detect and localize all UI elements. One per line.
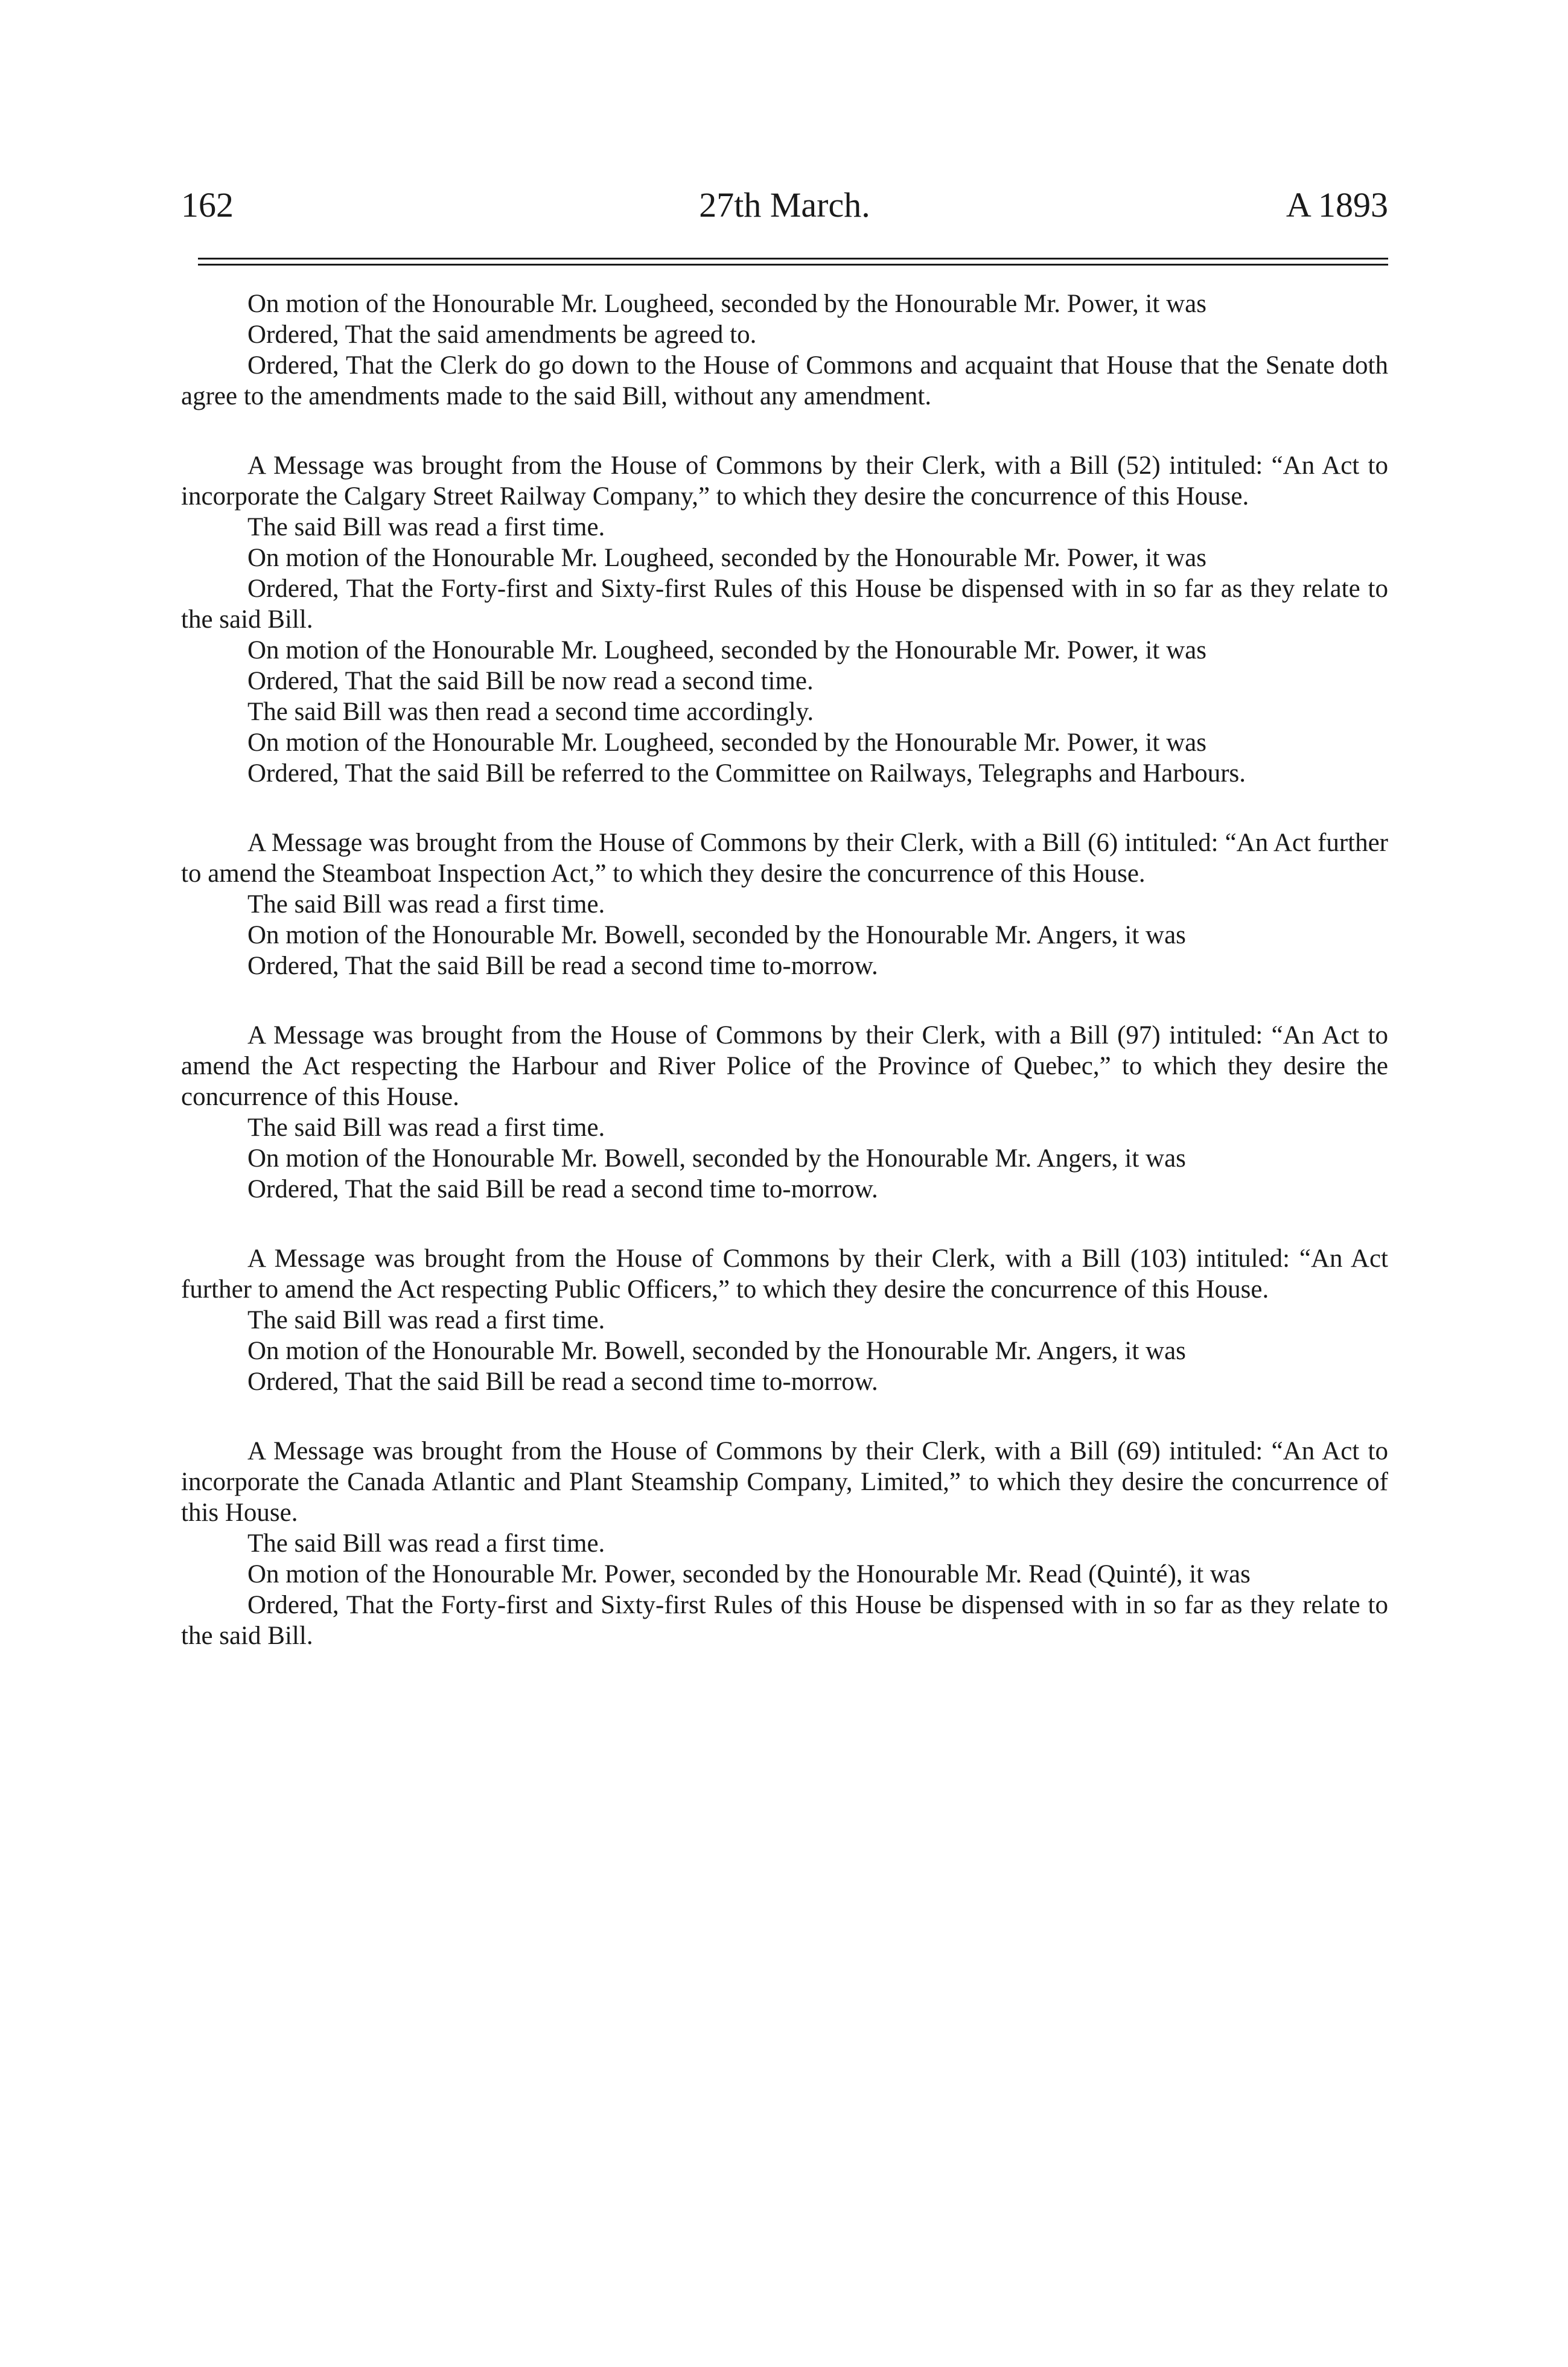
paragraph: The said Bill was read a first time. — [247, 890, 605, 919]
paragraph: The said Bill was read a first time. — [247, 1113, 605, 1142]
paragraph: Ordered, That the said Bill be read a second time to-morrow. — [247, 1175, 878, 1203]
paragraph: A Message was brought from the House of Commons by their Clerk, with a Bill (69) intituled: “An Act to incorporate the Canada Atlantic and Plant Steamship Company, Limited,” to which they desire the concurrence of this House. — [181, 1437, 1388, 1527]
paragraph: On motion of the Honourable Mr. Bowell, seconded by the Honourable Mr. Angers, it was — [247, 1144, 1186, 1173]
entry-bill-52 — [181, 450, 1388, 789]
paragraph: On motion of the Honourable Mr. Bowell, seconded by the Honourable Mr. Angers, it was — [247, 921, 1186, 949]
paragraph: A Message was brought from the House of Commons by their Clerk, with a Bill (52) intituled: “An Act to incorporate the Calgary Street Railway Company,” to which they desire the concurrence of this House. — [181, 451, 1388, 511]
paragraph: On motion of the Honourable Mr. Lougheed, seconded by the Honourable Mr. Power, it was — [247, 290, 1206, 318]
paragraph: A Message was brought from the House of Commons by their Clerk, with a Bill (6) intituled: “An Act further to amend the Steamboat Inspection Act,” to which they desire the concurrence of this House. — [181, 829, 1388, 888]
paragraph: Ordered, That the said Bill be now read a second time. — [247, 667, 814, 695]
page-number: 162 — [181, 185, 234, 225]
entry-amendments-agreed — [181, 288, 1388, 412]
paragraph: On motion of the Honourable Mr. Lougheed, seconded by the Honourable Mr. Power, it was — [247, 544, 1206, 572]
paragraph: On motion of the Honourable Mr. Lougheed, seconded by the Honourable Mr. Power, it was — [247, 636, 1206, 664]
paragraph: The said Bill was then read a second time accordingly. — [247, 698, 814, 726]
page-header — [181, 181, 1388, 229]
header-rule-top — [198, 258, 1388, 260]
paragraph: Ordered, That the Clerk do go down to the House of Commons and acquaint that House that the Senate doth agree to the amendments made to the said Bill, without any amendment. — [181, 351, 1388, 410]
paragraph: The said Bill was read a first time. — [247, 1306, 605, 1334]
paragraph: The said Bill was read a first time. — [247, 1529, 605, 1558]
year-code: A 1893 — [1286, 185, 1388, 225]
paragraph: Ordered, That the said Bill be read a second time to-morrow. — [247, 952, 878, 980]
paragraph: Ordered, That the said Bill be referred to the Committee on Railways, Telegraphs and Harbours. — [247, 759, 1246, 788]
paragraph: A Message was brought from the House of Commons by their Clerk, with a Bill (97) intituled: “An Act to amend the Act respecting the Harbour and River Police of the Province of Quebec,” to which they desire the concurrence of this House. — [181, 1021, 1388, 1111]
paragraph: Ordered, That the Forty-first and Sixty-first Rules of this House be dispensed with in so far as they relate to the said Bill. — [181, 1591, 1388, 1650]
entry-bill-103 — [181, 1243, 1388, 1397]
header-rule-bottom — [198, 264, 1388, 266]
paragraph: On motion of the Honourable Mr. Power, seconded by the Honourable Mr. Read (Quinté), it was — [247, 1560, 1251, 1588]
paragraph: On motion of the Honourable Mr. Bowell, seconded by the Honourable Mr. Angers, it was — [247, 1337, 1186, 1365]
running-date-title: 27th March. — [699, 185, 870, 225]
paragraph: Ordered, That the said amendments be agreed to. — [247, 320, 757, 349]
paragraph: A Message was brought from the House of Commons by their Clerk, with a Bill (103) intituled: “An Act further to amend the Act respecting Public Officers,” to which they desire the concurrence of this House. — [181, 1244, 1388, 1304]
paragraph: Ordered, That the Forty-first and Sixty-first Rules of this House be dispensed with in so far as they relate to the said Bill. — [181, 575, 1388, 634]
journal-body — [181, 288, 1388, 1690]
paragraph: Ordered, That the said Bill be read a second time to-morrow. — [247, 1368, 878, 1396]
entry-bill-97 — [181, 1020, 1388, 1205]
paragraph: The said Bill was read a first time. — [247, 513, 605, 541]
paragraph: On motion of the Honourable Mr. Lougheed, seconded by the Honourable Mr. Power, it was — [247, 728, 1206, 757]
entry-bill-69 — [181, 1436, 1388, 1651]
entry-bill-6 — [181, 827, 1388, 981]
